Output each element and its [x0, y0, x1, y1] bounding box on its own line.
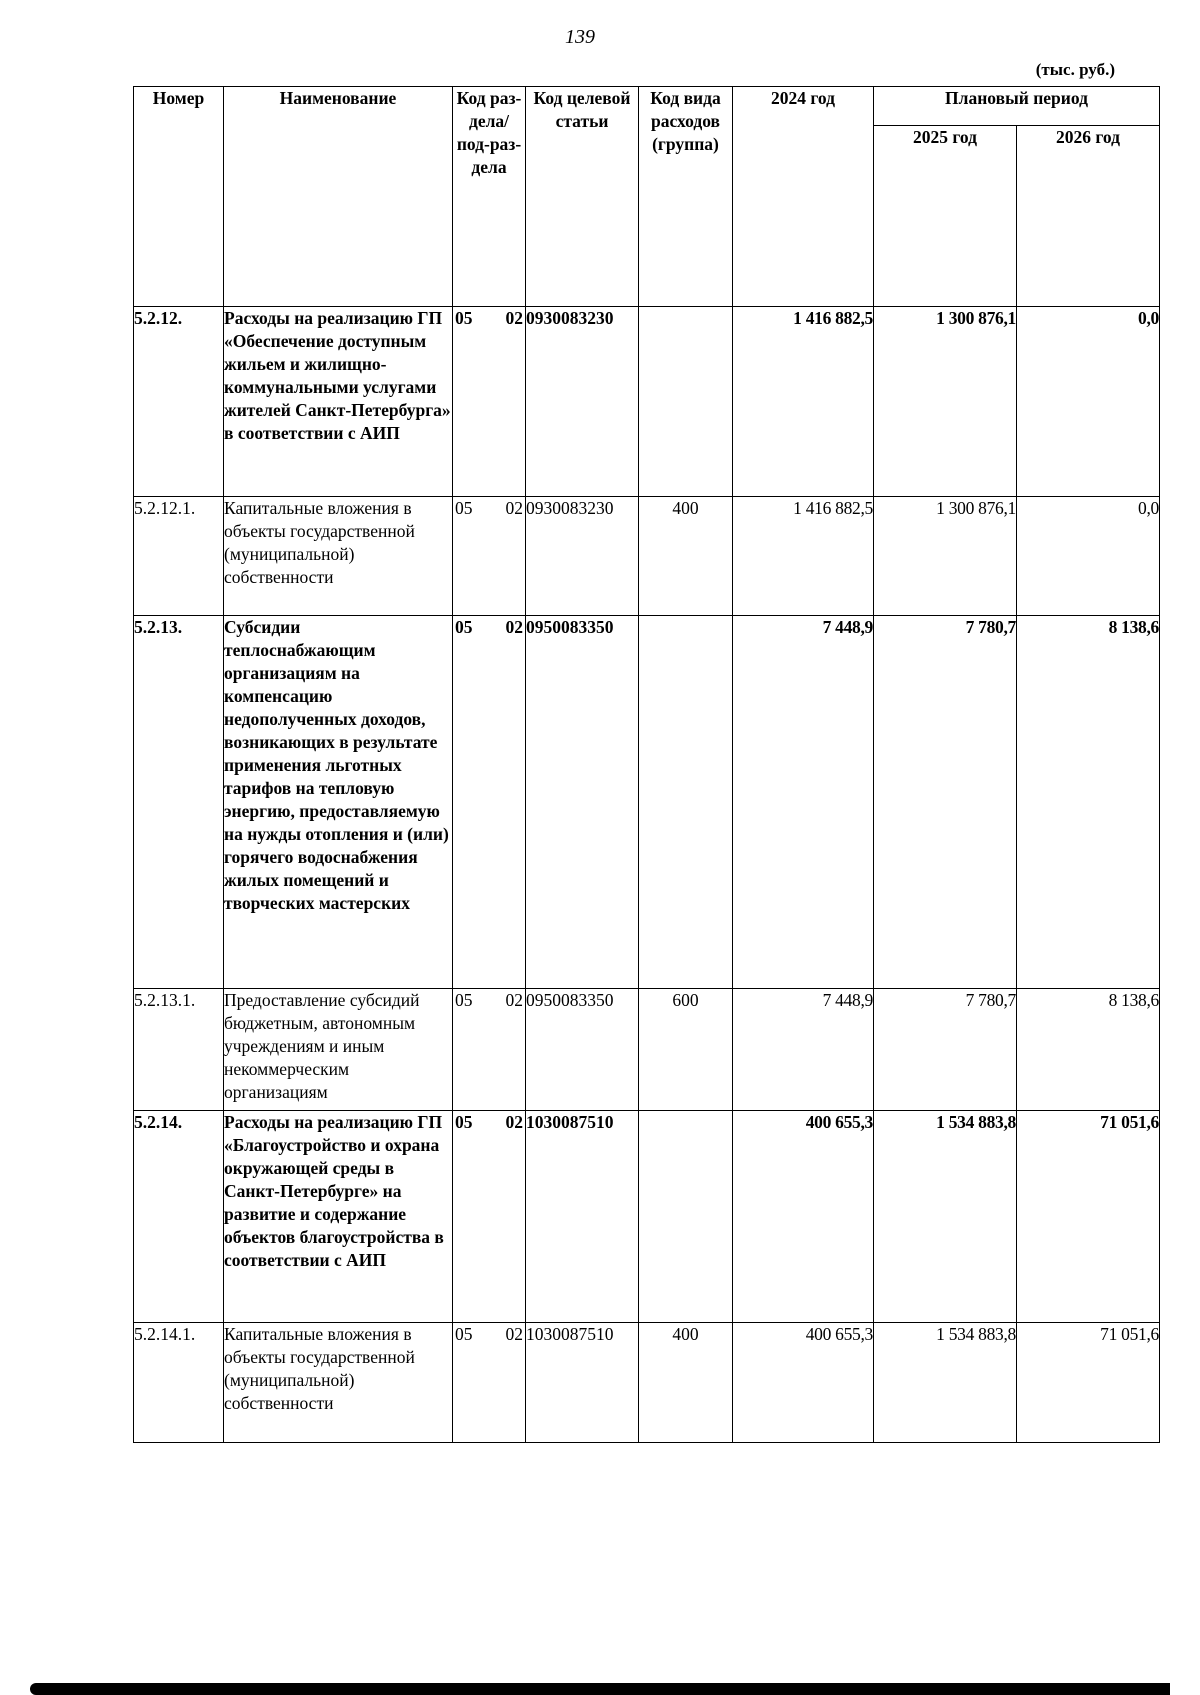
header-2026: 2026 год: [1017, 126, 1160, 307]
row-vid: 400: [639, 1323, 733, 1443]
page-number: 139: [565, 26, 595, 48]
page-edge-bar: [30, 1683, 1170, 1695]
row-2025: 7 780,7: [874, 989, 1017, 1111]
row-name: Расходы на реализацию ГП «Благоустройство и охрана окружающей среды в Санкт-Петербурге» на развитие и содержание объектов благоустройства в соответствии с АИП: [224, 1111, 453, 1323]
row-2024: 1 416 882,5: [733, 497, 874, 616]
table-row: [134, 1111, 1160, 1323]
row-vid: [639, 616, 733, 989]
row-razdel: [453, 307, 526, 497]
row-2026: 71 051,6: [1017, 1323, 1160, 1443]
row-number: 5.2.13.1.: [134, 989, 224, 1111]
row-razdel: [453, 497, 526, 616]
razdel-code: 05: [455, 990, 473, 1010]
razdel-code: 05: [455, 617, 473, 637]
header-name: Наименование: [224, 87, 453, 307]
row-name: Капитальные вложения в объекты государственной (муниципальной) собственности: [224, 1323, 453, 1443]
header-2025: 2025 год: [874, 126, 1017, 307]
row-vid: [639, 1111, 733, 1323]
row-2025: 7 780,7: [874, 616, 1017, 989]
podrazdel-code: 02: [505, 1324, 523, 1344]
row-number: 5.2.14.1.: [134, 1323, 224, 1443]
row-name: Предоставление субсидий бюджетным, автономным учреждениям и иным некоммерческим организациям: [224, 989, 453, 1111]
row-celevoy: 0950083350: [526, 989, 639, 1111]
row-2024: 7 448,9: [733, 989, 874, 1111]
row-2024: 7 448,9: [733, 616, 874, 989]
row-celevoy: 1030087510: [526, 1323, 639, 1443]
row-razdel: [453, 1111, 526, 1323]
razdel-code: 05: [455, 1324, 473, 1344]
header-number: Номер: [134, 87, 224, 307]
podrazdel-code: 02: [505, 617, 523, 637]
header-vid: Код вида расходов (группа): [639, 87, 733, 307]
row-celevoy: 0930083230: [526, 497, 639, 616]
header-celevoy: Код целевой статьи: [526, 87, 639, 307]
row-2026: 0,0: [1017, 497, 1160, 616]
podrazdel-code: 02: [505, 990, 523, 1010]
podrazdel-code: 02: [505, 308, 523, 328]
razdel-code: 05: [455, 308, 473, 328]
row-vid: [639, 307, 733, 497]
table-row: [134, 307, 1160, 497]
row-razdel: [453, 616, 526, 989]
row-2026: 0,0: [1017, 307, 1160, 497]
row-razdel: [453, 1323, 526, 1443]
row-2026: 8 138,6: [1017, 989, 1160, 1111]
row-number: 5.2.14.: [134, 1111, 224, 1323]
row-razdel: [453, 989, 526, 1111]
row-number: 5.2.13.: [134, 616, 224, 989]
row-celevoy: 0930083230: [526, 307, 639, 497]
row-celevoy: 0950083350: [526, 616, 639, 989]
row-2024: 400 655,3: [733, 1323, 874, 1443]
row-2025: 1 300 876,1: [874, 307, 1017, 497]
row-number: 5.2.12.: [134, 307, 224, 497]
table-row: [134, 616, 1160, 989]
table-row: [134, 497, 1160, 616]
row-2024: 400 655,3: [733, 1111, 874, 1323]
razdel-code: 05: [455, 1112, 473, 1132]
row-vid: 400: [639, 497, 733, 616]
row-name: Субсидии теплоснабжающим организациям на компенсацию недополученных доходов, возникающих в результате применения льготных тарифов на тепловую энергию, предоставляемую на нужды отопления и (или) горячего водоснабжения жилых помещений и творческих мастерских: [224, 616, 453, 989]
razdel-code: 05: [455, 498, 473, 518]
row-2024: 1 416 882,5: [733, 307, 874, 497]
row-2025: 1 300 876,1: [874, 497, 1017, 616]
row-2025: 1 534 883,8: [874, 1323, 1017, 1443]
row-number: 5.2.12.1.: [134, 497, 224, 616]
row-2026: 71 051,6: [1017, 1111, 1160, 1323]
table-row: [134, 1323, 1160, 1443]
header-2024: 2024 год: [733, 87, 874, 307]
units-label: (тыс. руб.): [1035, 60, 1115, 79]
row-vid: 600: [639, 989, 733, 1111]
row-name: Капитальные вложения в объекты государственной (муниципальной) собственности: [224, 497, 453, 616]
row-2025: 1 534 883,8: [874, 1111, 1017, 1323]
podrazdel-code: 02: [505, 1112, 523, 1132]
podrazdel-code: 02: [505, 498, 523, 518]
row-name: Расходы на реализацию ГП «Обеспечение доступным жильем и жилищно-коммунальными услугами жителей Санкт-Петербурга» в соответствии с АИП: [224, 307, 453, 497]
budget-table: [133, 86, 1160, 1443]
table-row: [134, 989, 1160, 1111]
header-razdel: Код раз-дела/под-раз-дела: [453, 87, 526, 307]
row-2026: 8 138,6: [1017, 616, 1160, 989]
row-celevoy: 1030087510: [526, 1111, 639, 1323]
header-planned-period: Плановый период: [874, 87, 1160, 126]
